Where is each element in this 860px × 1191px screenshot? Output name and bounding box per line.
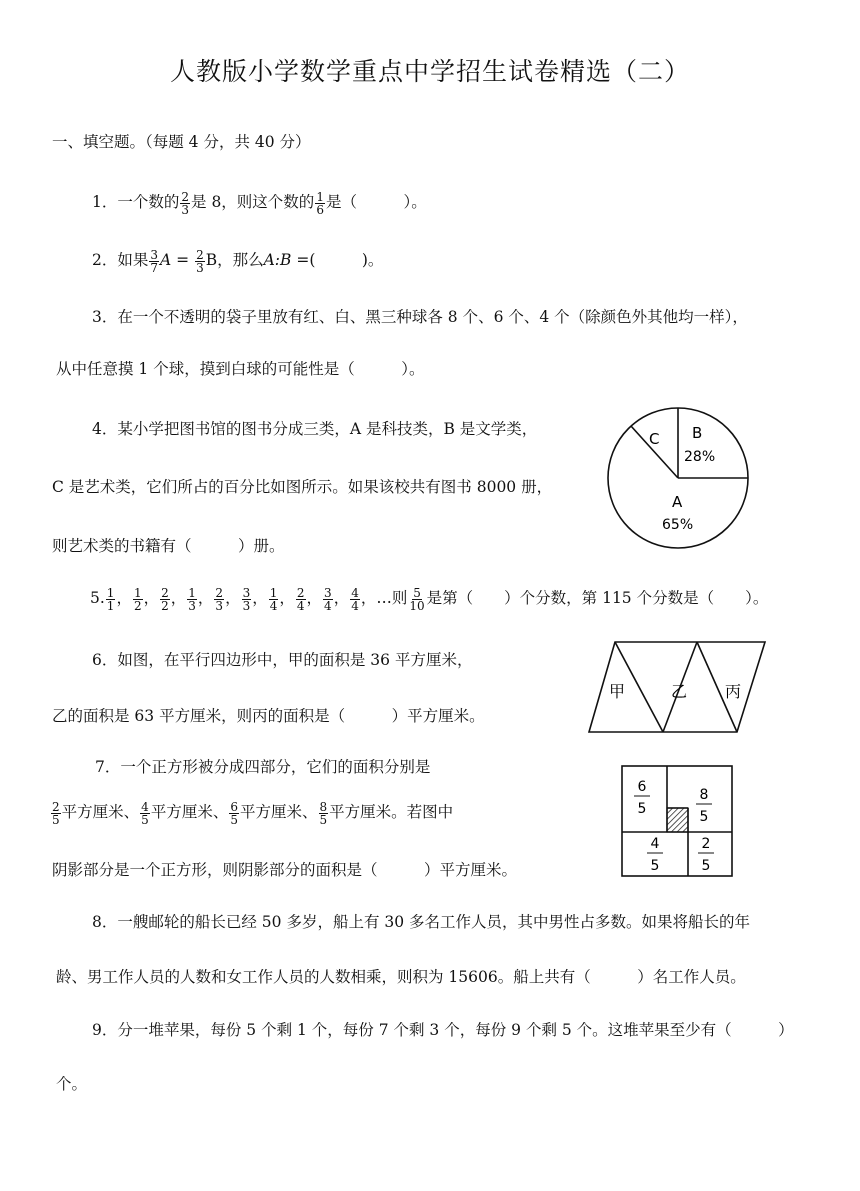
area-unit: 平方厘米 <box>150 803 213 821</box>
region-label-jia: 甲 <box>609 682 626 701</box>
comma: ， <box>143 589 160 607</box>
pie-label-b: B <box>692 424 703 442</box>
question-tail: 。若图中 <box>391 803 454 821</box>
area-fraction: $\frac{8}{5}$ <box>319 799 328 827</box>
area-fraction: $\frac{6}{5}$ <box>230 799 238 827</box>
question-tail: 是第（ ）个分数，第 115 个分数是（ ）。 <box>426 589 769 607</box>
sequence-fraction: $\frac{2}{3}$ <box>215 585 224 613</box>
fig-frac-br-num: 2 <box>701 836 711 852</box>
question-3-line-2: 从中任意摸 1 个球，摸到白球的可能性是（ ）。 <box>56 360 425 378</box>
comma: ， <box>170 589 187 607</box>
comma: ， <box>252 589 268 607</box>
sequence-fraction: $\frac{3}{3}$ <box>242 585 251 613</box>
fig-frac-tr-num: 8 <box>699 787 709 803</box>
fraction: $\frac{2}{3}$ <box>196 247 204 275</box>
fig-frac-bl-num: 4 <box>650 836 660 852</box>
comma: ， <box>306 589 323 607</box>
question-1: 1．一个数的 $\frac{2}{3}$ 是 8，则这个数的 $\frac{1}{6}$ 是（ ）。 <box>92 189 427 217</box>
separator: 、 <box>123 803 140 821</box>
comma: ， <box>279 589 295 607</box>
sequence-fraction: $\frac{1}{4}$ <box>269 585 278 613</box>
comma: ， <box>197 589 214 607</box>
question-7-line-1: 7．一个正方形被分成四部分，它们的面积分别是 <box>95 758 431 776</box>
question-number: 5. <box>90 589 105 607</box>
separator: 、 <box>212 803 229 821</box>
parallelogram-figure <box>585 638 775 738</box>
pie-pct-a: 65% <box>662 517 694 533</box>
question-3-line-1: 3．在一个不透明的袋子里放有红、白、黑三种球各 8 个、6 个、4 个（除颜色外其他均一样）， <box>92 308 748 326</box>
sequence-fraction: $\frac{1}{3}$ <box>188 585 196 613</box>
fig-frac-br-den: 5 <box>701 858 711 874</box>
question-2: 2．如果 $\frac{3}{7}$ A = $\frac{2}{3}$ B，那么A:B =( )。 <box>92 247 384 275</box>
square-figure <box>620 764 735 879</box>
question-8-line-2: 龄、男工作人员的人数和女工作人员的人数相乘，则积为 15606。船上共有（ ）名工作人员。 <box>56 968 746 986</box>
fraction: $\frac{3}{7}$ <box>150 247 159 275</box>
region-label-bing: 丙 <box>725 682 742 701</box>
fig-frac-tr-den: 5 <box>699 809 709 825</box>
page-title: 人教版小学数学重点中学招生试卷精选（二） <box>169 57 690 86</box>
pie-label-a: A <box>672 493 683 511</box>
question-7-line-3: 阴影部分是一个正方形，则阴影部分的面积是（ ）平方厘米。 <box>52 861 518 879</box>
region-label-yi: 乙 <box>671 682 688 701</box>
question-6-line-2: 乙的面积是 63 平方厘米，则丙的面积是（ ）平方厘米。 <box>52 707 485 725</box>
fraction: $\frac{1}{6}$ <box>316 189 324 217</box>
question-9-line-2: 个。 <box>56 1075 88 1093</box>
shaded-square <box>667 808 688 832</box>
fig-frac-tl-num: 6 <box>637 779 647 795</box>
area-unit: 平方厘米 <box>329 803 392 821</box>
fig-frac-bl-den: 5 <box>650 858 660 874</box>
sequence-fraction: $\frac{2}{2}$ <box>161 585 169 613</box>
area-unit: 平方厘米 <box>61 803 124 821</box>
sequence-fraction: $\frac{1}{1}$ <box>106 585 115 613</box>
question-7-line-2 <box>50 800 453 826</box>
separator: 、 <box>302 803 318 821</box>
sequence-fraction: $\frac{3}{4}$ <box>324 585 332 613</box>
question-4-line-1: 4．某小学把图书馆的图书分成三类，A 是科技类，B 是文学类， <box>92 420 538 438</box>
pie-pct-b: 28% <box>684 449 716 465</box>
question-5 <box>90 586 768 612</box>
question-6-line-1: 6．如图，在平行四边形中，甲的面积是 36 平方厘米， <box>92 651 473 669</box>
sequence-fraction: $\frac{1}{2}$ <box>133 585 142 613</box>
area-unit: 平方厘米 <box>239 803 302 821</box>
pie-chart-figure <box>600 405 760 555</box>
fig-frac-tl-den: 5 <box>637 801 647 817</box>
question-9-line-1: 9．分一堆苹果，每份 5 个剩 1 个，每份 7 个剩 3 个，每份 9 个剩 5 个。这堆苹果至少有（ ） <box>92 1021 794 1039</box>
pie-label-c: C <box>649 430 660 448</box>
target-fraction: $\frac{5}{10}$ <box>409 585 425 613</box>
section-heading: 一、填空题。（每题 4 分，共 40 分） <box>52 133 311 151</box>
comma: ， <box>333 589 350 607</box>
comma: ， <box>225 589 241 607</box>
sequence-fraction: $\frac{4}{4}$ <box>351 585 359 613</box>
fraction: $\frac{2}{3}$ <box>181 189 190 217</box>
area-fraction: $\frac{2}{5}$ <box>52 799 60 827</box>
comma: ， <box>116 589 132 607</box>
sequence-fraction: $\frac{2}{4}$ <box>296 585 305 613</box>
question-8-line-1: 8．一艘邮轮的船长已经 50 多岁，船上有 30 多名工作人员，其中男性占多数。如果将船长的年 <box>92 913 751 931</box>
ellipsis: …则 <box>376 589 408 607</box>
comma: ， <box>360 589 377 607</box>
area-fraction: $\frac{4}{5}$ <box>141 799 149 827</box>
question-4-line-3: 则艺术类的书籍有（ ）册。 <box>52 537 285 555</box>
question-4-line-2: C 是艺术类，它们所占的百分比如图所示。如果该校共有图书 8000 册， <box>52 478 553 496</box>
